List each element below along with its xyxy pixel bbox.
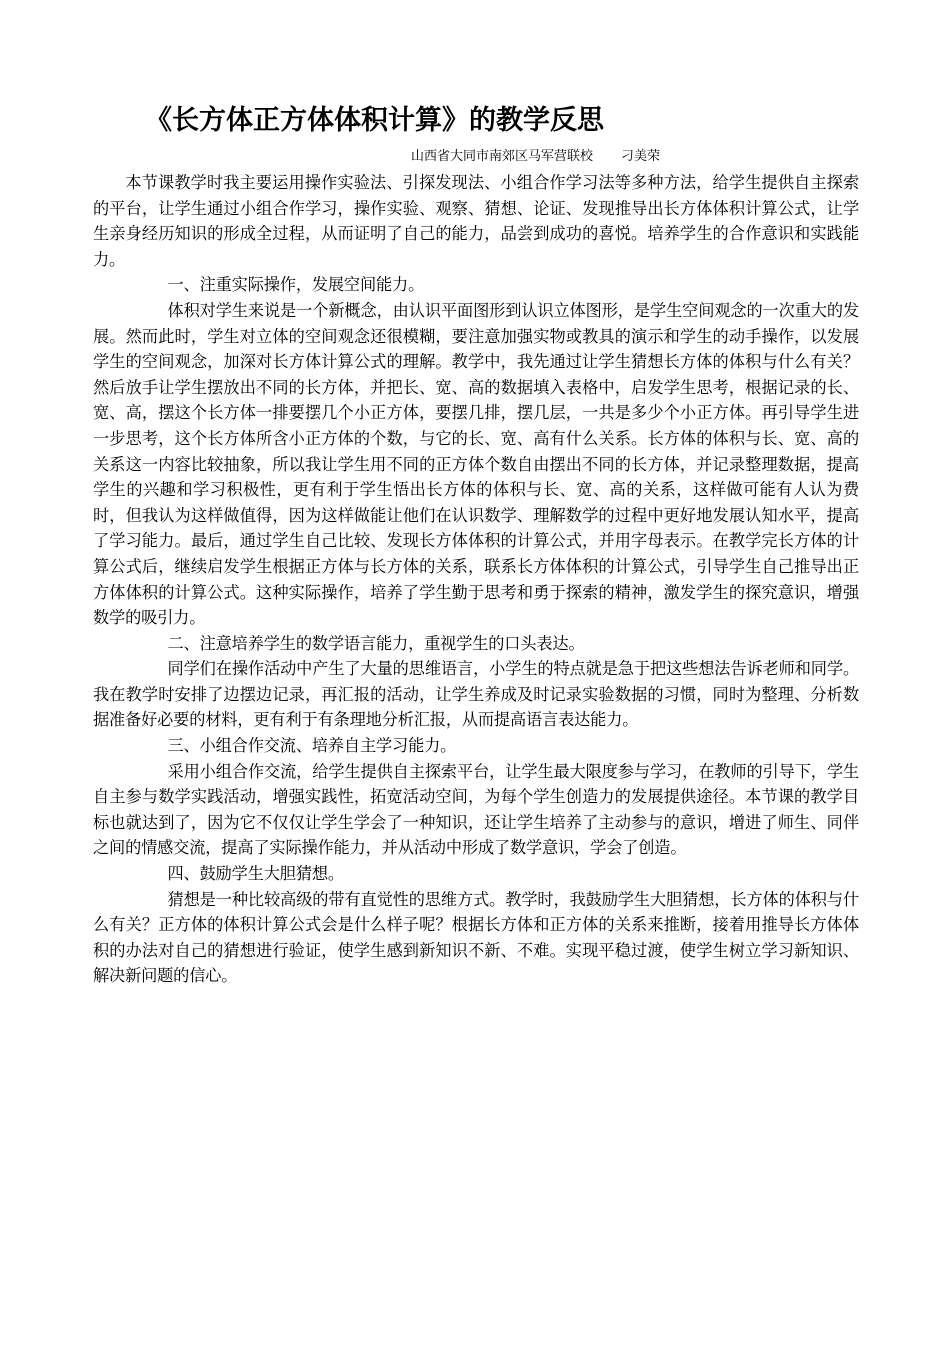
document-page — [93, 100, 859, 989]
document-title: 《长方体正方体体积计算》的教学反思 — [145, 105, 604, 136]
section-paragraph-2: 同学们在操作活动中产生了大量的思维语言，小学生的特点就是急于把这些想法告诉老师和同学。我在教学时安排了边摆边记录，再汇报的活动，让学生养成及时记录实验数据的习惯，同时为整理、分析数据准备好必要的材料，更有利于有条理地分析汇报，从而提高语言表达能力。 — [93, 659, 859, 730]
author-name: 刁美荣 — [621, 149, 661, 164]
section-heading-2: 二、注意培养学生的数学语言能力，重视学生的口头表达。 — [167, 633, 585, 653]
section-heading-3: 三、小组合作交流、培养自主学习能力。 — [167, 736, 457, 756]
author-affiliation: 山西省大同市南郊区马军营联校 — [411, 149, 594, 164]
document-body — [93, 170, 859, 989]
section-paragraph-3: 采用小组合作交流，给学生提供自主探索平台，让学生最大限度参与学习，在教师的引导下，学生自主参与数学实践活动，增强实践性，拓宽活动空间，为每个学生创造力的发展提供途径。本节课的教学目标也就达到了，因为它不仅仅让学生学会了一种知识，还让学生培养了主动参与的意识，增进了师生、同伴之间的情感交流，提高了实际操作能力，并从活动中形成了数学意识，学会了创造。 — [93, 761, 859, 858]
section-heading-4: 四、鼓励学生大胆猜想。 — [167, 864, 344, 884]
section-paragraph-4: 猜想是一种比较高级的带有直觉性的思维方式。教学时，我鼓励学生大胆猜想，长方体的体积与什么有关？正方体的体积计算公式会是什么样子呢？根据长方体和正方体的关系来推断，接着用推导长方体体积的办法对自己的猜想进行验证，使学生感到新知识不新、不难。实现平稳过渡，使学生树立学习新知识、解决新问题的信心。 — [93, 889, 859, 986]
author-line — [93, 146, 859, 168]
section-heading-1: 一、注重实际操作，发展空间能力。 — [167, 275, 425, 295]
intro-paragraph: 本节课教学时我主要运用操作实验法、引探发现法、小组合作学习法等多种方法，给学生提供自主探索的平台，让学生通过小组合作学习，操作实验、观察、猜想、论证、发现推导出长方体体积计算公式，让学生亲身经历知识的形成全过程，从而证明了自己的能力，品尝到成功的喜悦。培养学生的合作意识和实践能力。 — [93, 173, 859, 269]
section-paragraph-1: 体积对学生来说是一个新概念，由认识平面图形到认识立体图形，是学生空间观念的一次重大的发展。然而此时，学生对立体的空间观念还很模糊，要注意加强实物或教具的演示和学生的动手操作，以发展学生的空间观念，加深对长方体计算公式的理解。教学中，我先通过让学生猜想长方体的体积与什么有关？然后放手让学生摆放出不同的长方体，并把长、宽、高的数据填入表格中，启发学生思考，根据记录的长、宽、高，摆这个长方体一排要摆几个小正方体，要摆几排，摆几层，一共是多少个小正方体。再引导学生进一步思考，这个长方体所含小正方体的个数，与它的长、宽、高有什么关系。长方体的体积与长、宽、高的关系这一内容比较抽象，所以我让学生用不同的正方体个数自由摆出不同的长方体，并记录整理数据，提高学生的兴趣和学习积极性，更有利于学生悟出长方体的体积与长、宽、高的关系，这样做可能有人认为费时，但我认为这样做值得，因为这样做能让他们在认识数学、理解数学的过程中更好地发展认知水平，提高了学习能力。最后，通过学生自己比较、发现长方体体积的计算公式，并用字母表示。在教学完长方体的计算公式后，继续启发学生根据正方体与长方体的关系，联系长方体体积的计算公式，引导学生自己推导出正方体体积的计算公式。这种实际操作，培养了学生勤于思考和勇于探索的精神，激发学生的探究意识，增强数学的吸引力。 — [93, 300, 859, 628]
